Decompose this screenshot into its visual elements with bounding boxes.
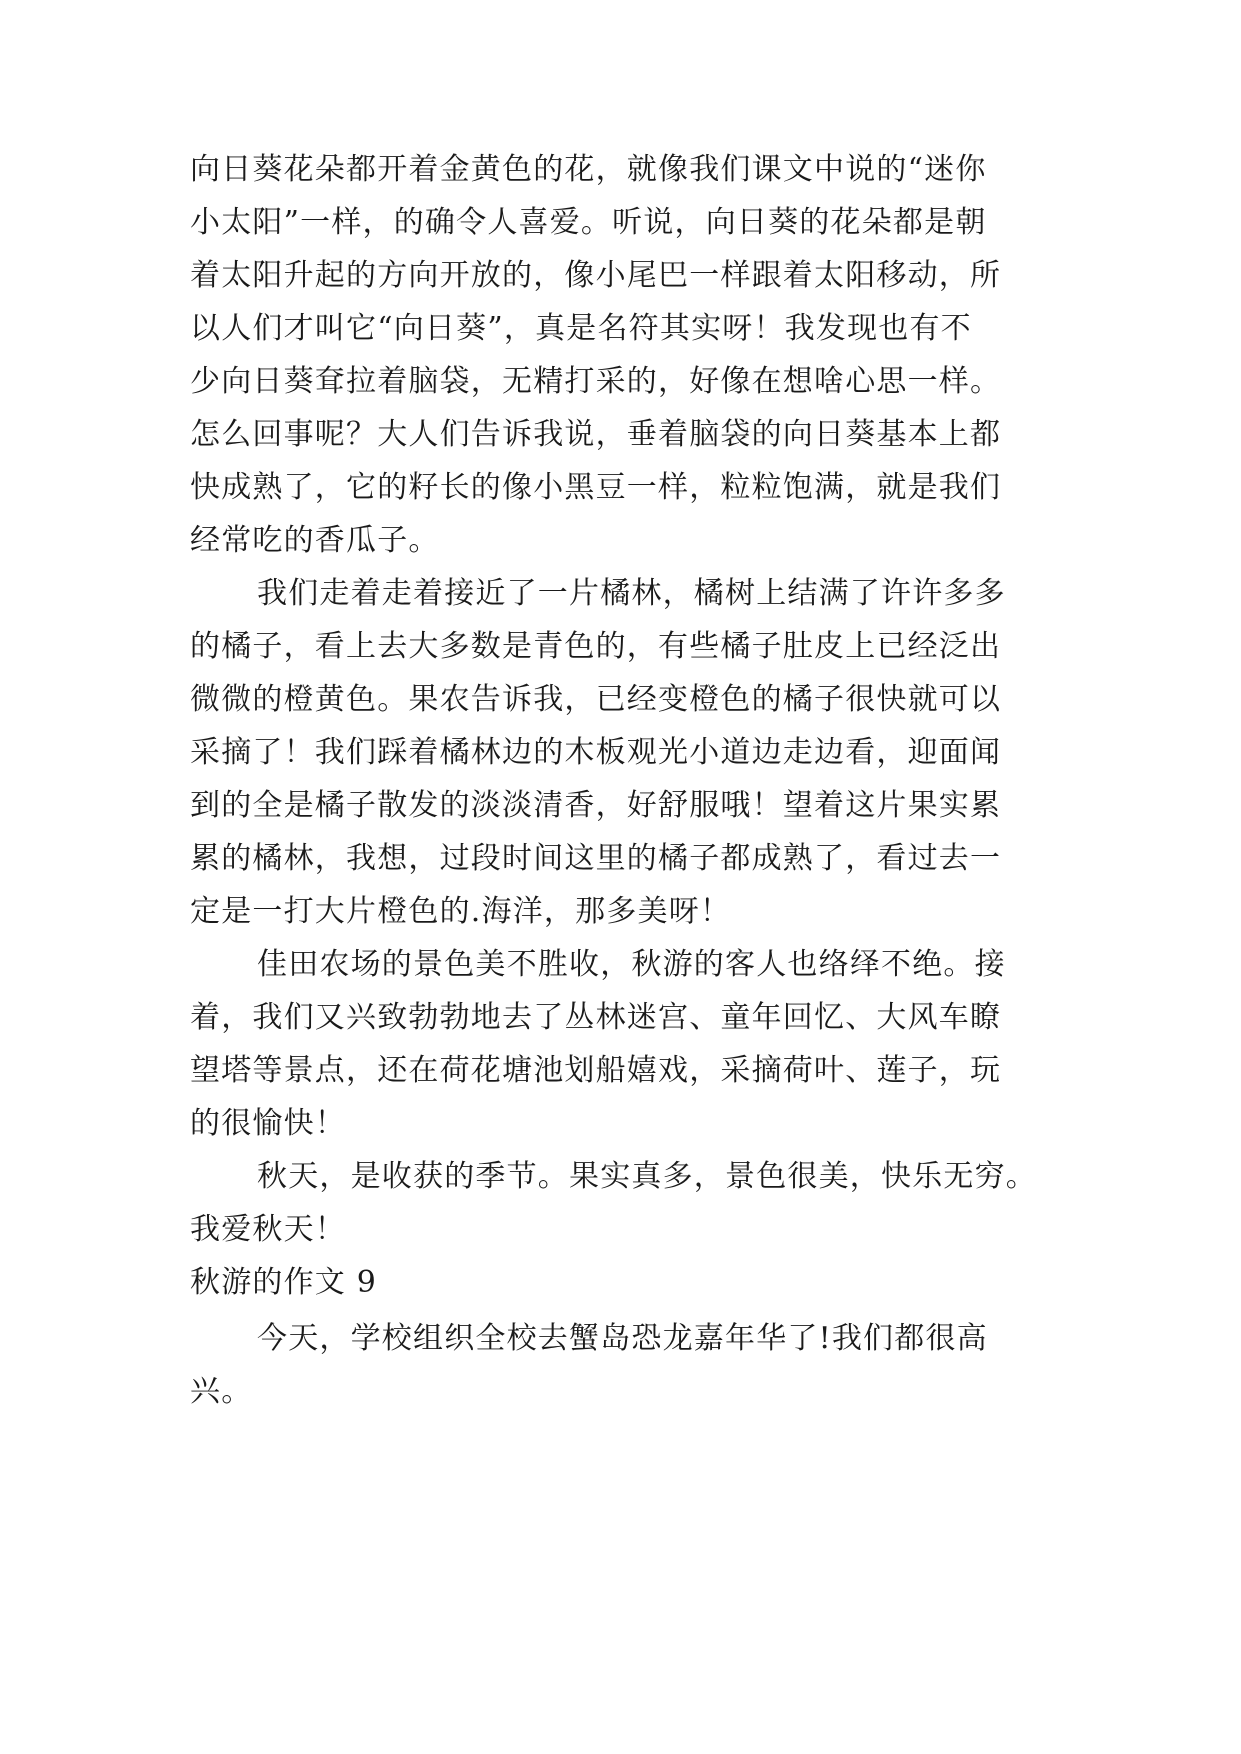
paragraph-1-line: 快成熟了，它的籽长的像小黑豆一样，粒粒饱满，就是我们 (190, 470, 1002, 505)
paragraph-1-line: 经常吃的香瓜子。 (190, 523, 440, 558)
paragraph-1-line: 向日葵花朵都开着金黄色的花，就像我们课文中说的“迷你 (190, 152, 987, 187)
paragraph-3-line: 着，我们又兴致勃勃地去了丛林迷宫、童年回忆、大风车瞭 (190, 1000, 1002, 1035)
paragraph-1-line: 少向日葵耷拉着脑袋，无精打采的，好像在想啥心思一样。 (190, 364, 1002, 399)
paragraph-2-line: 的橘子，看上去大多数是青色的，有些橘子肚皮上已经泛出 (190, 629, 1002, 664)
paragraph-2-line: 微微的橙黄色。果农告诉我，已经变橙色的橘子很快就可以 (190, 682, 1002, 717)
paragraph-4-line: 我爱秋天！ (190, 1212, 346, 1247)
paragraph-1-line: 怎么回事呢？大人们告诉我说，垂着脑袋的向日葵基本上都 (190, 417, 1002, 452)
paragraph-2-line: 我们走着走着接近了一片橘林，橘树上结满了许许多多 (257, 576, 1006, 611)
section-heading: 秋游的作文 9 (190, 1265, 378, 1300)
paragraph-2-line: 累的橘林，我想，过段时间这里的橘子都成熟了，看过去一 (190, 841, 1002, 876)
paragraph-2-line: 定是一打大片橙色的.海洋，那多美呀！ (190, 894, 732, 929)
paragraph-3-line: 望塔等景点，还在荷花塘池划船嬉戏，采摘荷叶、莲子，玩 (190, 1053, 1002, 1088)
paragraph-5-line: 今天，学校组织全校去蟹岛恐龙嘉年华了!我们都很高 (257, 1321, 988, 1356)
paragraph-4-line: 秋天，是收获的季节。果实真多，景色很美，快乐无穷。 (257, 1159, 1037, 1194)
paragraph-1-line: 以人们才叫它“向日葵”，真是名符其实呀！我发现也有不 (190, 311, 972, 346)
paragraph-3-line: 的很愉快！ (190, 1106, 346, 1141)
paragraph-3-line: 佳田农场的景色美不胜收，秋游的客人也络绎不绝。接 (257, 947, 1006, 982)
paragraph-1-line: 小太阳”一样，的确令人喜爱。听说，向日葵的花朵都是朝 (190, 205, 987, 240)
paragraph-2-line: 采摘了！我们踩着橘林边的木板观光小道边走边看，迎面闻 (190, 735, 1002, 770)
paragraph-5-line: 兴。 (190, 1374, 253, 1409)
paragraph-1-line: 着太阳升起的方向开放的，像小尾巴一样跟着太阳移动，所 (190, 258, 1002, 293)
paragraph-2-line: 到的全是橘子散发的淡淡清香，好舒服哦！望着这片果实累 (190, 788, 1002, 823)
